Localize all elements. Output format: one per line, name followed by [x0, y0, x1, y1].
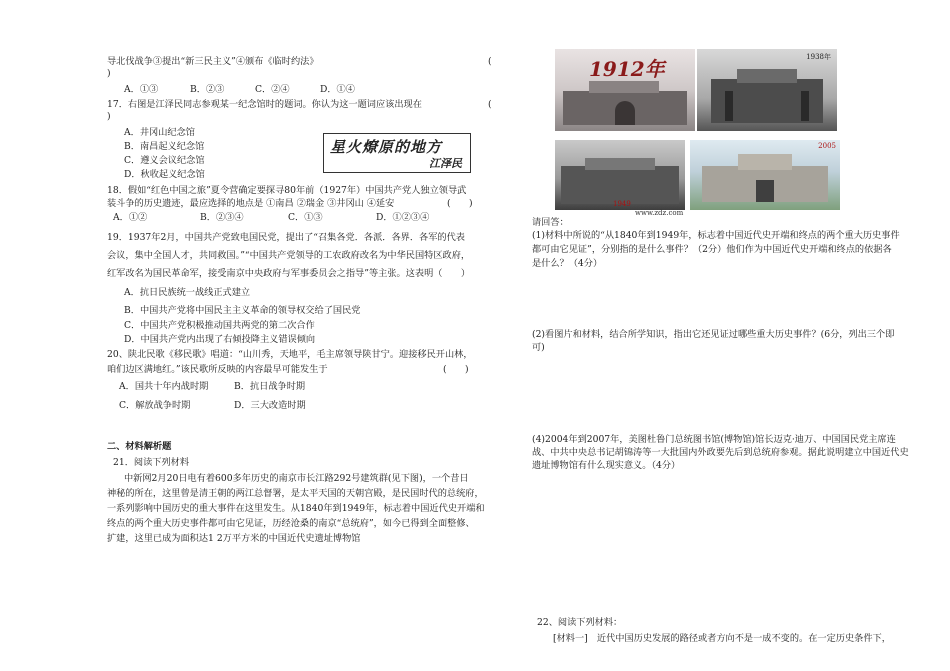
- q21-line5: 扩建，这里已成为面积达1 2万平方米的中国近代史遗址博物馆: [107, 533, 361, 544]
- q20-option-b: B．抗日战争时期: [234, 381, 306, 392]
- q16-option-b: B．②③: [190, 84, 225, 95]
- photo-1938-label: 1938年: [806, 53, 831, 61]
- q17-option-d: D．秋收起义纪念馆: [124, 169, 205, 180]
- q17-option-b: B．南昌起义纪念馆: [124, 141, 205, 152]
- photo-1938: [697, 49, 837, 131]
- q19-line1: 19．1937年2月，中国共产党致电国民党，提出了“召集各党．各派．各界．各军的代表: [107, 232, 465, 243]
- r-q2-line1: (2)看图片和材料，结合所学知识，指出它还见证过哪些重大历史事件？(6分，列出三个即: [532, 329, 895, 340]
- q19-line3: 红军改名为国民革命军，接受南京中央政府与军事委员会之指导”等主张。这表明（ ）: [107, 268, 471, 279]
- q16-option-c: C．②④: [255, 84, 290, 95]
- q19-option-c: C．中国共产党积极推动国共两党的第二次合作: [124, 320, 315, 331]
- photo-1912-label: 1912年: [589, 57, 665, 81]
- q18-line2: 装斗争的历史遗迹，最应选择的地点是 ①南昌 ②瑞金 ③井冈山 ④延安: [107, 198, 395, 209]
- r-q4-line1: (4)2004年到2007年，美图杜鲁门总统图书馆(博物馆)馆长迈克·迪万、中国国民党主席连: [532, 434, 896, 445]
- q18-line1: 18．假如“红色中国之旅”夏令营确定要探寻80年前（1927年）中国共产党人独立领导武: [107, 185, 467, 196]
- q18-paren: ( ): [447, 198, 473, 209]
- r-q1-line2: 都可由它见证”，分别指的是什么事件？（2分）他们作为中国近代史开端和终点的依据各: [532, 244, 892, 255]
- q21-line4: 终点的两个重大历史事件都可由它见证，历经沧桑的南京“总统府”，如今已得到全面整修、: [107, 518, 475, 529]
- q21-line2: 神秘的所在，这里曾是清王朝的两江总督署，是太平天国的天朝宫殿，是民国时代的总统府，: [107, 488, 484, 499]
- r-q4-line2: 战、中共中央总书记胡锦涛等一大批国内外政要先后到总统府参观。据此说明建立中国近代史: [532, 447, 909, 458]
- r-q1-line3: 是什么？（4分）: [532, 258, 603, 269]
- q20-option-a: A．国共十年内战时期: [119, 381, 209, 392]
- photo-website: www.zdz.com: [635, 209, 684, 217]
- q16-option-d: D．①④: [320, 84, 355, 95]
- q18-option-d: D．①②③④: [376, 212, 430, 223]
- calligraphy-text: 星火燎原的地方: [330, 138, 443, 156]
- ask-label: 请回答：: [532, 217, 569, 228]
- r-q4-line3: 遗址博物馆有什么现实意义。（4分）: [532, 460, 681, 471]
- q21-line3: 一系列影响中国历史的重大事件在这里发生。从1840年到1949年，标志着中国近代史开端和: [107, 503, 485, 514]
- q17-option-a: A．井冈山纪念馆: [124, 127, 195, 138]
- section-heading: 二、材料解析题: [107, 441, 172, 452]
- q20-option-c: C．解放战争时期: [119, 400, 191, 411]
- q16-option-a: A．①③: [124, 84, 159, 95]
- r-q1-line1: (1)材料中所说的“从1840年到1949年，标志着中国近代史开端和终点的两个重大历史事件: [532, 230, 900, 241]
- q18-option-c: C．①③: [288, 212, 323, 223]
- q21-head: 21．阅读下列材料: [113, 457, 190, 468]
- q20-option-d: D．三大改造时期: [234, 400, 306, 411]
- q16-line: 导北伐战争③提出“新三民主义”④颁布《临时约法》: [107, 56, 319, 67]
- photo-1949: [555, 140, 685, 210]
- photo-1912: [555, 49, 695, 131]
- photo-2005: [690, 140, 840, 210]
- q19-option-b: B．中国共产党将中国民主主义革命的领导权交给了国民党: [124, 305, 361, 316]
- q18-option-a: A．①②: [113, 212, 148, 223]
- q19-option-a: A．抗日民族统一战线正式建立: [124, 287, 251, 298]
- q16-paren: (: [488, 56, 492, 67]
- calligraphy-image: [323, 133, 471, 173]
- q22-line1: [材料一] 近代中国历史发展的路径或者方向不是一成不变的。在一定历史条件下，: [553, 633, 891, 644]
- photo-1949-label: 1949: [613, 200, 631, 208]
- r-q2-line2: 可): [532, 342, 545, 353]
- q18-option-b: B．②③④: [200, 212, 244, 223]
- q19-option-d: D．中国共产党内出现了右倾投降主义错误倾向: [124, 334, 316, 345]
- q17-stem: 17．右图是江泽民同志参观某一纪念馆时的题词。你认为这一题词应该出现在: [107, 99, 422, 110]
- q16-close: ): [107, 68, 111, 79]
- q21-line1: 中新网2月20日电有着600多年历史的南京市长江路292号建筑群(见下图)，一个昔日: [124, 473, 469, 484]
- photo-2005-label: 2005: [818, 142, 836, 150]
- q17-option-c: C．遵义会议纪念馆: [124, 155, 205, 166]
- q20-line1: 20、陕北民歌《移民歌》唱道：“山川秀，天地平，毛主席领导陕甘宁。迎接移民开山林，: [107, 349, 473, 360]
- q19-line2: 会议，集中全国人才，共同救国。”“中国共产党领导的工农政府改名为中华民国特区政府，: [107, 250, 471, 261]
- q17-paren: (: [488, 99, 492, 110]
- q20-paren: ( ): [443, 364, 469, 375]
- q22-head: 22、阅读下列材料：: [537, 617, 623, 628]
- q20-line2: 咱们边区满地红。”该民歌所反映的内容最早可能发生于: [107, 364, 328, 375]
- q17-close: ): [107, 111, 111, 122]
- calligraphy-signature: 江泽民: [429, 157, 462, 170]
